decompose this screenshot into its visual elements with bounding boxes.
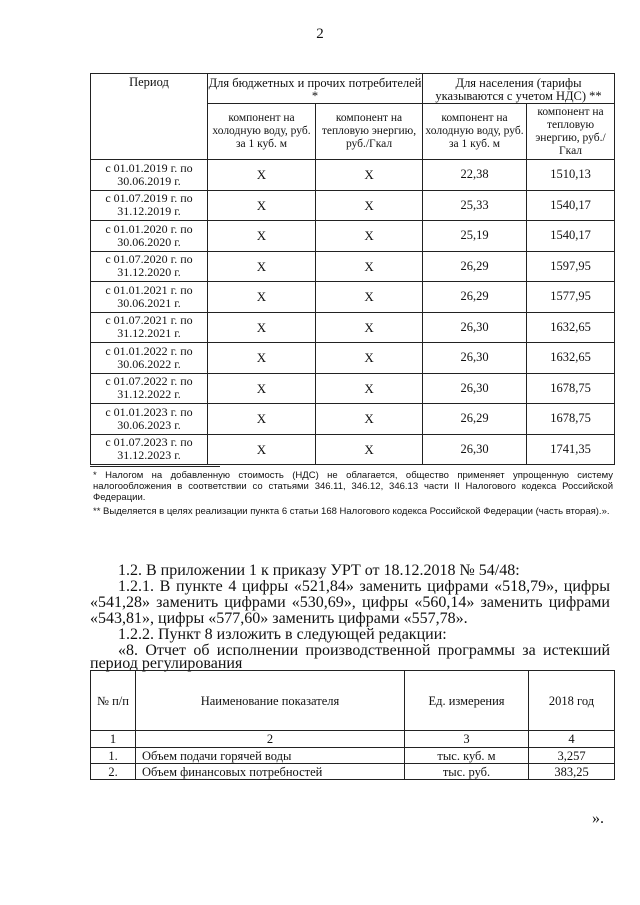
period-start: с 01.07.2020 г. по bbox=[105, 252, 193, 267]
budget-thermal-cell: X bbox=[316, 343, 423, 374]
period-cell bbox=[91, 282, 208, 313]
budget-thermal-cell: X bbox=[316, 251, 423, 282]
table-row bbox=[91, 282, 615, 313]
period-cell bbox=[91, 434, 208, 465]
budget-cold-cell: X bbox=[208, 282, 316, 313]
budget-cold-cell: X bbox=[208, 373, 316, 404]
period-end: 30.06.2021 г. bbox=[117, 295, 181, 310]
population-thermal-cell: 1741,35 bbox=[527, 434, 615, 465]
budget-cold-cell: X bbox=[208, 312, 316, 343]
index-cell: 3 bbox=[405, 731, 529, 748]
header-budget-cold: компонент на холодную воду, руб. за 1 куб. м bbox=[208, 104, 316, 160]
footnote-1: * Налогом на добавленную стоимость (НДС) не облагается, общество применяет упрощенную систему налогообложения в соответствии со статьями 346.11, 346.12, 346.13 части II Налогового кодекса Российской Федерации. bbox=[93, 470, 613, 503]
population-thermal-cell: 1632,65 bbox=[527, 343, 615, 374]
budget-thermal-cell: X bbox=[316, 221, 423, 252]
page-number: 2 bbox=[316, 26, 324, 42]
footnote-2: ** Выделяется в целях реализации пункта 6 статьи 168 Налогового кодекса Российской Федерации (часть вторая).». bbox=[93, 506, 610, 517]
table-row bbox=[91, 764, 615, 780]
period-end: 31.12.2023 г. bbox=[117, 448, 181, 463]
header-period: Период bbox=[91, 74, 208, 160]
tariff-table bbox=[90, 73, 615, 465]
closing-quote: ». bbox=[592, 810, 604, 827]
footnote-divider bbox=[90, 466, 220, 467]
table-row bbox=[91, 221, 615, 252]
period-cell bbox=[91, 160, 208, 191]
paragraph-1-2-1-line-3: «543,81», цифры «577,60» заменить цифрами «557,78». bbox=[90, 610, 468, 627]
budget-thermal-cell: X bbox=[316, 312, 423, 343]
period-cell bbox=[91, 312, 208, 343]
population-thermal-cell: 1632,65 bbox=[527, 312, 615, 343]
population-cold-cell: 26,29 bbox=[423, 282, 527, 313]
paragraph-1-2: 1.2. В приложении 1 к приказу УРТ от 18.12.2018 № 54/48: bbox=[118, 562, 520, 579]
table-row bbox=[91, 343, 615, 374]
population-cold-cell: 26,29 bbox=[423, 251, 527, 282]
budget-cold-cell: X bbox=[208, 160, 316, 191]
paragraph-1-2-1-line-2: «541,28» заменить цифрами «530,69», цифры «560,14» заменить цифрами bbox=[90, 594, 610, 611]
table-row bbox=[91, 190, 615, 221]
paragraph-1-2-1-line-1: 1.2.1. В пункте 4 цифры «521,84» заменить цифрами «518,79», цифры bbox=[118, 578, 610, 595]
population-cold-cell: 26,30 bbox=[423, 373, 527, 404]
population-thermal-cell: 1510,13 bbox=[527, 160, 615, 191]
period-start: с 01.01.2022 г. по bbox=[105, 343, 193, 358]
period-end: 31.12.2021 г. bbox=[117, 326, 181, 341]
row-unit: тыс. руб. bbox=[405, 764, 529, 780]
budget-cold-cell: X bbox=[208, 221, 316, 252]
population-thermal-cell: 1678,75 bbox=[527, 404, 615, 435]
index-cell: 4 bbox=[529, 731, 615, 748]
period-start: с 01.07.2021 г. по bbox=[105, 313, 193, 328]
table-row bbox=[91, 404, 615, 435]
header-budget-group: Для бюджетных и прочих потребителей * bbox=[208, 75, 422, 103]
period-end: 30.06.2020 г. bbox=[117, 234, 181, 249]
table-row bbox=[91, 434, 615, 465]
budget-thermal-cell: X bbox=[316, 434, 423, 465]
period-start: с 01.07.2019 г. по bbox=[105, 191, 193, 206]
period-end: 31.12.2020 г. bbox=[117, 265, 181, 280]
row-indicator-name: Объем финансовых потребностей bbox=[136, 764, 405, 780]
table-row bbox=[91, 160, 615, 191]
row-value: 3,257 bbox=[529, 748, 615, 764]
paragraph-1-2-2: 1.2.2. Пункт 8 изложить в следующей редакции: bbox=[118, 626, 447, 643]
budget-thermal-cell: X bbox=[316, 190, 423, 221]
period-end: 30.06.2022 г. bbox=[117, 356, 181, 371]
period-cell bbox=[91, 190, 208, 221]
period-end: 30.06.2019 г. bbox=[117, 173, 181, 188]
budget-thermal-cell: X bbox=[316, 282, 423, 313]
budget-cold-cell: X bbox=[208, 434, 316, 465]
population-cold-cell: 26,30 bbox=[423, 434, 527, 465]
population-cold-cell: 25,33 bbox=[423, 190, 527, 221]
population-thermal-cell: 1678,75 bbox=[527, 373, 615, 404]
index-row bbox=[91, 731, 615, 748]
row-value: 383,25 bbox=[529, 764, 615, 780]
budget-cold-cell: X bbox=[208, 251, 316, 282]
header-population-cold: компонент на холодную воду, руб. за 1 куб. м bbox=[423, 104, 527, 160]
population-cold-cell: 26,30 bbox=[423, 312, 527, 343]
period-end: 30.06.2023 г. bbox=[117, 417, 181, 432]
budget-thermal-cell: X bbox=[316, 404, 423, 435]
period-cell bbox=[91, 221, 208, 252]
budget-cold-cell: X bbox=[208, 404, 316, 435]
row-number: 1. bbox=[91, 748, 136, 764]
population-cold-cell: 25,19 bbox=[423, 221, 527, 252]
period-start: с 01.07.2022 г. по bbox=[105, 374, 193, 389]
header-year: 2018 год bbox=[529, 671, 615, 731]
table-row bbox=[91, 373, 615, 404]
paragraph-8-line-1: «8. Отчет об исполнении производственной программы за истекший bbox=[118, 642, 610, 659]
header-budget-thermal: компонент на тепловую энергию, руб./Гкал bbox=[316, 104, 423, 160]
paragraph-8-line-2: период регулирования bbox=[90, 655, 243, 672]
table-row bbox=[91, 312, 615, 343]
budget-cold-cell: X bbox=[208, 343, 316, 374]
row-indicator-name: Объем подачи горячей воды bbox=[136, 748, 405, 764]
index-cell: 2 bbox=[136, 731, 405, 748]
population-cold-cell: 26,29 bbox=[423, 404, 527, 435]
row-number: 2. bbox=[91, 764, 136, 780]
period-end: 31.12.2022 г. bbox=[117, 387, 181, 402]
period-start: с 01.07.2023 г. по bbox=[105, 435, 193, 450]
table-row bbox=[91, 748, 615, 764]
row-unit: тыс. куб. м bbox=[405, 748, 529, 764]
budget-cold-cell: X bbox=[208, 190, 316, 221]
table-row bbox=[91, 251, 615, 282]
period-cell bbox=[91, 251, 208, 282]
period-start: с 01.01.2021 г. по bbox=[105, 282, 193, 297]
period-start: с 01.01.2019 г. по bbox=[105, 160, 193, 175]
budget-thermal-cell: X bbox=[316, 373, 423, 404]
header-population-group: Для населения (тарифы указываются с учетом НДС) ** bbox=[423, 74, 615, 104]
population-thermal-cell: 1540,17 bbox=[527, 221, 615, 252]
header-indicator-name: Наименование показателя bbox=[136, 671, 405, 731]
header-unit: Ед. измерения bbox=[405, 671, 529, 731]
period-cell bbox=[91, 343, 208, 374]
budget-thermal-cell: X bbox=[316, 160, 423, 191]
period-cell bbox=[91, 404, 208, 435]
period-start: с 01.01.2023 г. по bbox=[105, 404, 193, 419]
period-cell bbox=[91, 373, 208, 404]
header-number: № п/п bbox=[91, 671, 136, 731]
index-cell: 1 bbox=[91, 731, 136, 748]
population-cold-cell: 22,38 bbox=[423, 160, 527, 191]
population-thermal-cell: 1577,95 bbox=[527, 282, 615, 313]
period-start: с 01.01.2020 г. по bbox=[105, 221, 193, 236]
population-cold-cell: 26,30 bbox=[423, 343, 527, 374]
population-thermal-cell: 1597,95 bbox=[527, 251, 615, 282]
population-thermal-cell: 1540,17 bbox=[527, 190, 615, 221]
header-population-thermal: компонент на тепловую энергию, руб./Гкал bbox=[527, 104, 615, 160]
period-end: 31.12.2019 г. bbox=[117, 204, 181, 219]
indicators-table bbox=[90, 670, 615, 780]
